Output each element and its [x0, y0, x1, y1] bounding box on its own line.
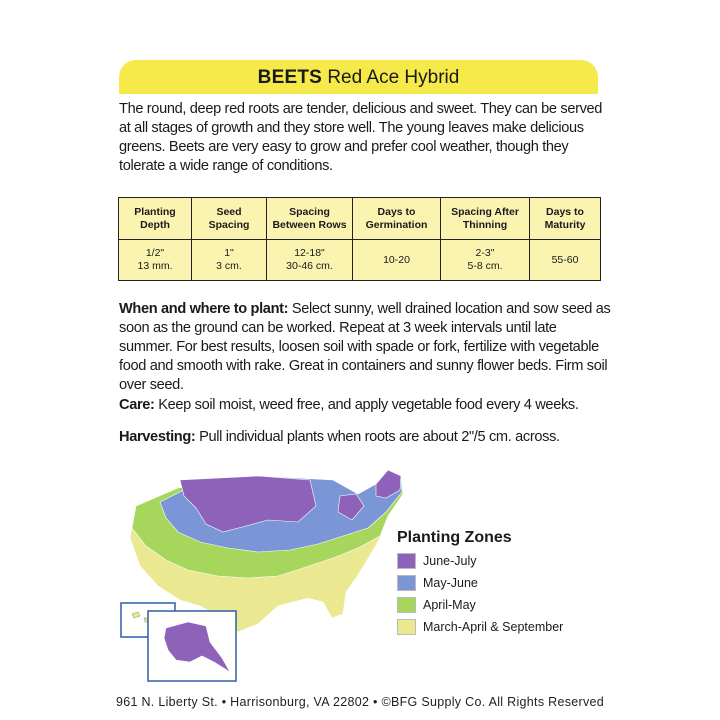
- when-where-text: Select sunny, well drained location and sow seed as soon as the ground can be worked. Repeat at 3 week intervals until late summer. For best results, loosen soil with spade or fork, fertilize with vegetable food and smooth with rake. Great in containers and sunny flower beds. Firm soil over seed.: [119, 301, 611, 393]
- table-header-row: [119, 198, 601, 240]
- legend-label: April-May: [423, 598, 476, 612]
- cell-maturity: 55-60: [530, 240, 601, 281]
- header-germination: Days to Germination: [353, 198, 441, 240]
- title-banner: [119, 60, 598, 94]
- harvest-section: [119, 428, 611, 447]
- legend-swatch: [397, 597, 416, 613]
- header-maturity: Days to Maturity: [530, 198, 601, 240]
- legend-swatch: [397, 553, 416, 569]
- legend-swatch: [397, 619, 416, 635]
- legend-title: Planting Zones: [397, 529, 512, 546]
- header-row-spacing: Spacing Between Rows: [267, 198, 353, 240]
- legend-swatch: [397, 575, 416, 591]
- legend-item-march-april-september: [397, 616, 563, 638]
- planting-zones-legend: [397, 529, 563, 638]
- care-label: Care:: [119, 397, 155, 413]
- care-text: Keep soil moist, weed free, and apply vegetable food every 4 weeks.: [154, 397, 579, 413]
- legend-item-june-july: [397, 550, 563, 572]
- cell-row-spacing: 12-18" 30-46 cm.: [267, 240, 353, 281]
- legend-item-may-june: [397, 572, 563, 594]
- variety-name: Red Ace Hybrid: [327, 67, 460, 88]
- legend-item-april-may: [397, 594, 563, 616]
- cell-planting-depth: 1/2" 13 mm.: [119, 240, 192, 281]
- legend-label: May-June: [423, 576, 478, 590]
- header-planting-depth: Planting Depth: [119, 198, 192, 240]
- header-seed-spacing: Seed Spacing: [192, 198, 267, 240]
- growing-info-table: [118, 197, 601, 281]
- header-thinning: Spacing After Thinning: [441, 198, 530, 240]
- plant-name: BEETS: [257, 67, 323, 88]
- cell-seed-spacing: 1" 3 cm.: [192, 240, 267, 281]
- cell-thinning: 2-3" 5-8 cm.: [441, 240, 530, 281]
- harvest-label: Harvesting:: [119, 429, 196, 445]
- cell-germination: 10-20: [353, 240, 441, 281]
- when-where-section: [119, 300, 611, 395]
- footer-address: 961 N. Liberty St. • Harrisonburg, VA 22802 • ©BFG Supply Co. All Rights Reserved: [115, 695, 605, 709]
- description: [119, 100, 605, 176]
- intro-text: The round, deep red roots are tender, delicious and sweet. They can be served at all stages of growth and they store well. The young leaves make delicious greens. Beets are very easy to grow and prefer cool weather, though they tolerate a wide range of conditions.: [119, 101, 603, 174]
- care-section: [119, 396, 611, 415]
- legend-label: June-July: [423, 554, 477, 568]
- harvest-text: Pull individual plants when roots are about 2"/5 cm. across.: [195, 429, 560, 445]
- legend-label: March-April & September: [423, 620, 564, 634]
- when-where-label: When and where to plant:: [119, 301, 289, 317]
- alaska-inset: [148, 611, 236, 681]
- table-row: [119, 240, 601, 281]
